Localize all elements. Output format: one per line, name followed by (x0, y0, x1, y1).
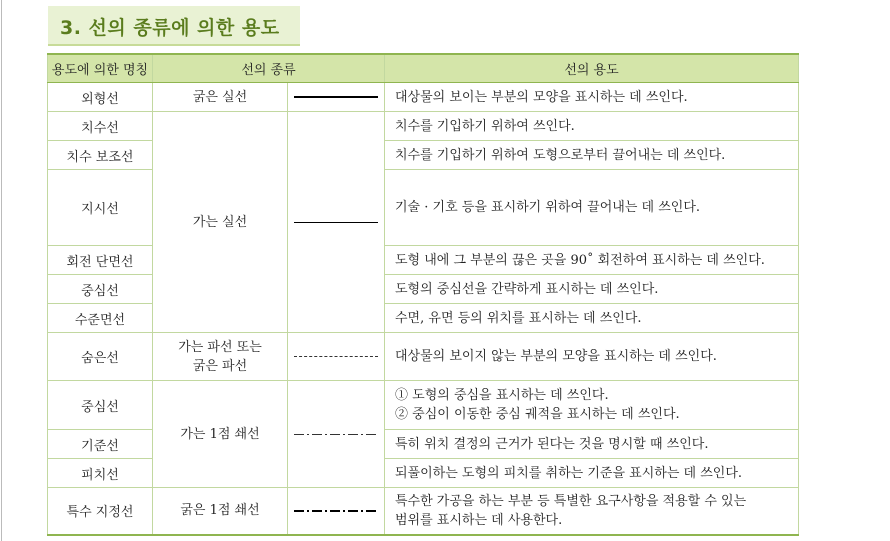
row-name: 외형선 (48, 83, 153, 112)
row-use: 수면, 유면 등의 위치를 표시하는 데 쓰인다. (385, 304, 799, 333)
table-row (48, 488, 799, 535)
row-name: 숨은선 (48, 333, 153, 381)
table-header-row (48, 54, 799, 83)
row-use: 기술 · 기호 등을 표시하기 위하여 끌어내는 데 쓰인다. (385, 170, 799, 246)
line-kind-label: 가는 1점 쇄선 (153, 381, 288, 488)
row-use: 치수를 기입하기 위하여 쓰인다. (385, 112, 799, 141)
row-name: 치수선 (48, 112, 153, 141)
line-sample-cell (288, 381, 385, 488)
row-use: 대상물의 보이는 부분의 모양을 표시하는 데 쓰인다. (385, 83, 799, 112)
table-row (48, 333, 799, 381)
line-sample-cell (288, 488, 385, 535)
row-name: 치수 보조선 (48, 141, 153, 170)
row-use: 도형의 중심선을 간략하게 표시하는 데 쓰인다. (385, 275, 799, 304)
row-name: 기준선 (48, 430, 153, 459)
section-title: 3. 선의 종류에 의한 용도 (60, 17, 280, 39)
row-use: 도형 내에 그 부분의 끊은 곳을 90˚ 회전하여 표시하는 데 쓰인다. (385, 246, 799, 275)
line-kind-label-line: 가는 파선 또는 (178, 339, 262, 355)
line-kind-label: 가는 실선 (153, 112, 288, 333)
line-sample-cell (288, 112, 385, 333)
row-use-line: ① 도형의 중심을 표시하는 데 쓰인다. (395, 388, 609, 403)
line-sample-cell (288, 333, 385, 381)
line-usage-table (47, 53, 799, 536)
header-kind: 선의 종류 (153, 54, 385, 83)
page-left-border (1, 0, 2, 541)
row-name: 지시선 (48, 170, 153, 246)
row-name: 수준면선 (48, 304, 153, 333)
row-use-line: 범위를 표시하는 데 사용한다. (395, 512, 563, 528)
header-use: 선의 용도 (385, 54, 799, 83)
thin-solid-line-sample (294, 222, 378, 223)
row-use: 대상물의 보이지 않는 부분의 모양을 표시하는 데 쓰인다. (385, 333, 799, 381)
line-sample-cell (288, 83, 385, 112)
row-use: 되풀이하는 도형의 피치를 취하는 기준을 표시하는 데 쓰인다. (385, 459, 799, 488)
table-row (48, 381, 799, 430)
row-name: 중심선 (48, 381, 153, 430)
line-kind-label (153, 333, 288, 381)
row-use (385, 381, 799, 430)
thick-solid-line-sample (294, 96, 378, 98)
header-name: 용도에 의한 명칭 (48, 54, 153, 83)
row-name: 중심선 (48, 275, 153, 304)
table-row (48, 83, 799, 112)
line-kind-label: 굵은 1점 쇄선 (153, 488, 288, 535)
table-row (48, 112, 799, 141)
dashed-line-sample (294, 356, 378, 357)
thin-chain-line-sample (294, 434, 378, 435)
row-use (385, 488, 799, 535)
line-kind-label-line: 굵은 파선 (192, 358, 248, 374)
row-use-line: 특수한 가공을 하는 부분 등 특별한 요구사항을 적용할 수 있는 (395, 493, 747, 509)
row-use: 특히 위치 결정의 근거가 된다는 것을 명시할 때 쓰인다. (385, 430, 799, 459)
row-use-line: ② 중심이 이동한 중심 궤적을 표시하는 데 쓰인다. (395, 407, 680, 422)
row-name: 특수 지정선 (48, 488, 153, 535)
row-name: 피치선 (48, 459, 153, 488)
thick-chain-line-sample (294, 510, 378, 512)
row-use: 치수를 기입하기 위하여 도형으로부터 끌어내는 데 쓰인다. (385, 141, 799, 170)
section-title-box (48, 6, 300, 46)
row-name: 회전 단면선 (48, 246, 153, 275)
line-kind-label: 굵은 실선 (153, 83, 288, 112)
